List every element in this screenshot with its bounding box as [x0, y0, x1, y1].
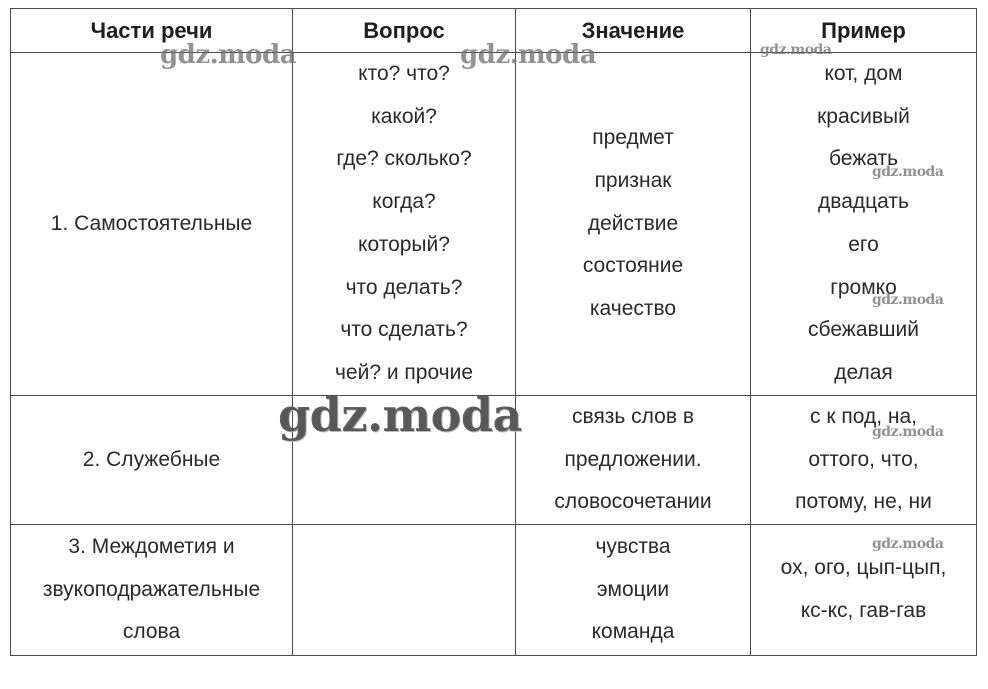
header-parts: Части речи: [11, 9, 293, 53]
cell-meaning: [516, 396, 751, 525]
cell-line: эмоции: [596, 577, 670, 601]
cell-part: [11, 53, 293, 396]
cell-meaning: [516, 525, 751, 656]
cell-line: делая: [834, 360, 893, 384]
cell-part: [11, 396, 293, 525]
cell-examples: [751, 53, 977, 396]
watermark: gdz.moda: [760, 42, 832, 58]
watermark: gdz.moda: [872, 164, 944, 180]
cell-line: 1. Самостоятельные: [50, 211, 253, 235]
cell-line: какой?: [371, 104, 437, 128]
cell-line: 3. Междометия и: [68, 535, 235, 559]
cell-line: связь слов в: [571, 405, 694, 428]
cell-line: кто? что?: [358, 62, 450, 85]
watermark: gdz.moda: [872, 424, 944, 440]
cell-line: кот, дом: [824, 62, 903, 85]
cell-line: когда?: [372, 190, 436, 214]
cell-line: действие: [587, 211, 679, 235]
cell-questions: [293, 525, 516, 656]
cell-line: качество: [589, 297, 677, 321]
header-meaning: Значение: [516, 9, 751, 53]
cell-examples: [751, 396, 977, 525]
cell-line: красивый: [817, 104, 910, 128]
cell-line: с к под, на,: [810, 405, 917, 428]
watermark: gdz.moda: [872, 292, 944, 308]
cell-line: его: [848, 232, 879, 256]
cell-line: оттого, что,: [808, 447, 919, 471]
cell-line: что сделать?: [340, 318, 468, 342]
cell-line: где? сколько?: [336, 147, 472, 171]
cell-line: ох, ого, цып-цып,: [780, 556, 947, 580]
cell-line: который?: [358, 232, 450, 256]
header-question: Вопрос: [293, 9, 516, 53]
watermark: gdz.moda: [460, 40, 597, 70]
cell-line: слова: [122, 620, 181, 644]
watermark: gdz.moda: [160, 40, 297, 70]
parts-of-speech-table: [10, 8, 977, 656]
cell-line: состояние: [582, 254, 684, 278]
cell-line: двадцать: [818, 190, 909, 214]
watermark: gdz.moda: [872, 536, 944, 552]
cell-questions: [293, 53, 516, 396]
cell-line: что делать?: [345, 275, 463, 299]
cell-line: кс-кс, гав-гав: [800, 599, 927, 623]
cell-line: чувства: [595, 535, 671, 559]
cell-line: бежать: [828, 147, 899, 171]
cell-line: предмет: [592, 126, 674, 150]
cell-line: предложении.: [564, 447, 702, 471]
cell-line: 2. Служебные: [82, 447, 221, 471]
cell-line: словосочетании: [554, 490, 712, 514]
cell-line: признак: [594, 168, 672, 192]
cell-line: звукоподражательные: [42, 577, 261, 601]
cell-meaning: [516, 53, 751, 396]
cell-part: [11, 525, 293, 656]
cell-line: сбежавший: [808, 318, 919, 342]
cell-line: громко: [830, 275, 897, 299]
table-row: [11, 53, 977, 396]
cell-line: команда: [591, 620, 675, 644]
cell-line: чей? и прочие: [334, 360, 474, 384]
header-example: Пример: [751, 9, 977, 53]
cell-line: потому, не, ни: [795, 490, 932, 514]
table-row: [11, 525, 977, 656]
watermark: gdz.moda: [278, 388, 522, 442]
